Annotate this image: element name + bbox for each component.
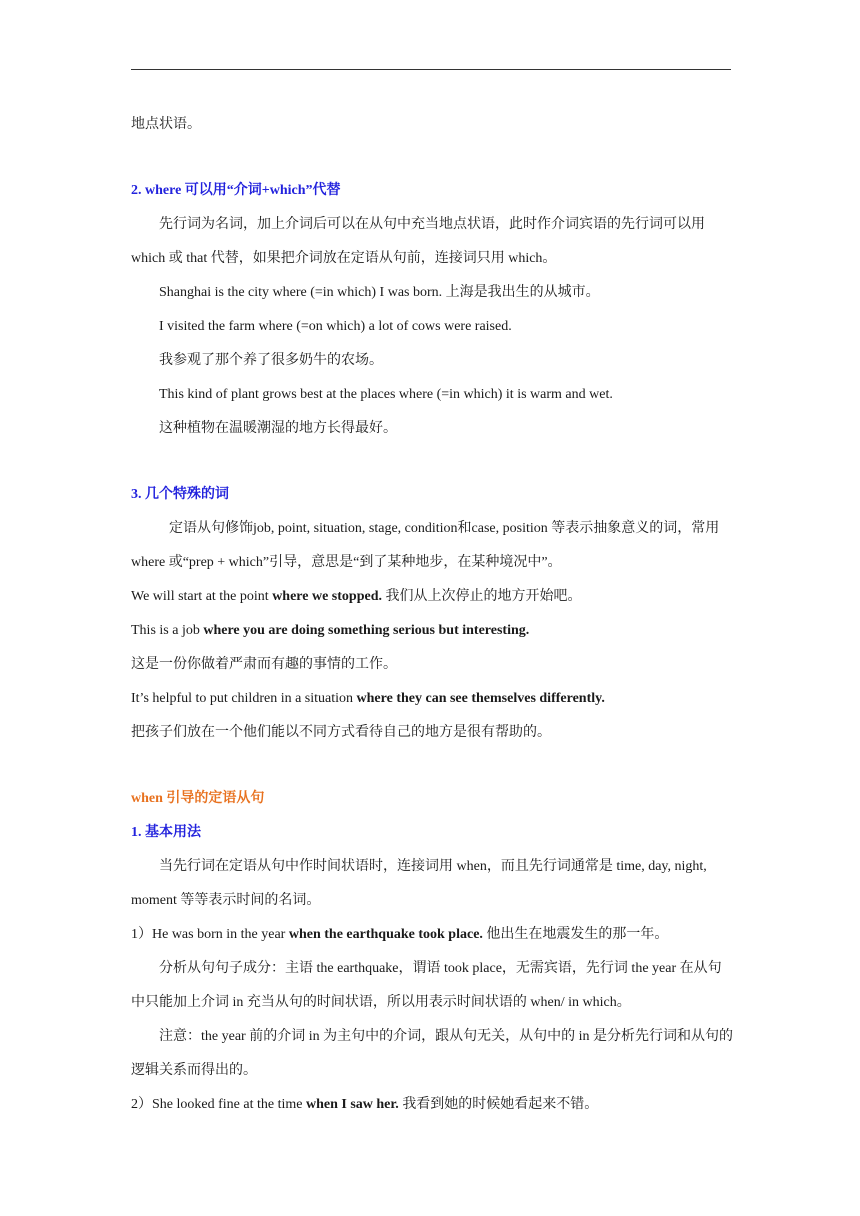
- example-text: We will start at the point: [131, 589, 273, 604]
- example-sentence: [131, 1088, 733, 1122]
- document-body: [131, 108, 733, 1122]
- example-sentence: [131, 918, 733, 952]
- example-text: 1）He was born in the year: [131, 927, 289, 942]
- example-translation: 我看到她的时候她看起来不错。: [398, 1097, 599, 1112]
- example-translation: 他出生在地震发生的那一年。: [482, 927, 669, 942]
- example-sentence: This kind of plant grows best at the places where (=in which) it is warm and wet.: [159, 387, 613, 402]
- example-sentence: Shanghai is the city where (=in which) I was born. 上海是我出生的从城市。: [159, 285, 600, 300]
- section-heading: 2. where 可以用“介词+which”代替: [131, 183, 341, 198]
- example-translation: 这种植物在温暖潮湿的地方长得最好。: [159, 421, 397, 436]
- example-text: This is a job: [131, 623, 204, 638]
- paragraph: 当先行词在定语从句中作时间状语时，连接词用 when，而且先行词通常是 time, day, night, moment 等等表示时间的名词。: [131, 859, 707, 908]
- paragraph: 注意：the year 前的介词 in 为主句中的介词，跟从句无关，从句中的 in 是分析先行词和从句的逻辑关系而得出的。: [131, 1029, 733, 1078]
- example-sentence: [131, 580, 733, 614]
- example-clause: where you are doing something serious but interesting.: [203, 623, 530, 638]
- paragraph: 定语从句修饰job, point, situation, stage, condition和case, position 等表示抽象意义的词，常用 where 或“prep + which”引导，意思是“到了某种地步，在某种境况中”。: [131, 521, 720, 570]
- paragraph: 先行词为名词，加上介词后可以在从句中充当地点状语，此时作介词宾语的先行词可以用 which 或 that 代替，如果把介词放在定语从句前，连接词只用 which。: [131, 217, 705, 266]
- example-sentence: [131, 614, 733, 648]
- example-sentence: I visited the farm where (=on which) a lot of cows were raised.: [159, 319, 512, 334]
- example-clause: when the earthquake took place.: [288, 927, 483, 942]
- subsection-heading: 1. 基本用法: [131, 825, 201, 840]
- example-translation: 这是一份你做着严肃而有趣的事情的工作。: [131, 657, 397, 672]
- section-heading: 3. 几个特殊的词: [131, 487, 229, 502]
- paragraph: 分析从句句子成分：主语 the earthquake，谓语 took place，无需宾语，先行词 the year 在从句中只能加上介词 in 充当从句的时间状语，所以用表示时间状语的 when/ in which。: [131, 961, 722, 1010]
- section-heading: when 引导的定语从句: [131, 791, 265, 806]
- example-translation: 我们从上次停止的地方开始吧。: [381, 589, 582, 604]
- example-clause: where they can see themselves differently.: [356, 691, 605, 706]
- example-translation: 我参观了那个养了很多奶牛的农场。: [159, 353, 383, 368]
- example-clause: when I saw her.: [305, 1097, 399, 1112]
- header-rule: [131, 69, 731, 70]
- example-text: 2）She looked fine at the time: [131, 1097, 306, 1112]
- example-clause: where we stopped.: [272, 589, 382, 604]
- paragraph: 地点状语。: [131, 117, 201, 132]
- example-text: It’s helpful to put children in a situation: [131, 691, 357, 706]
- example-sentence: [131, 682, 733, 716]
- example-translation: 把孩子们放在一个他们能以不同方式看待自己的地方是很有帮助的。: [131, 725, 551, 740]
